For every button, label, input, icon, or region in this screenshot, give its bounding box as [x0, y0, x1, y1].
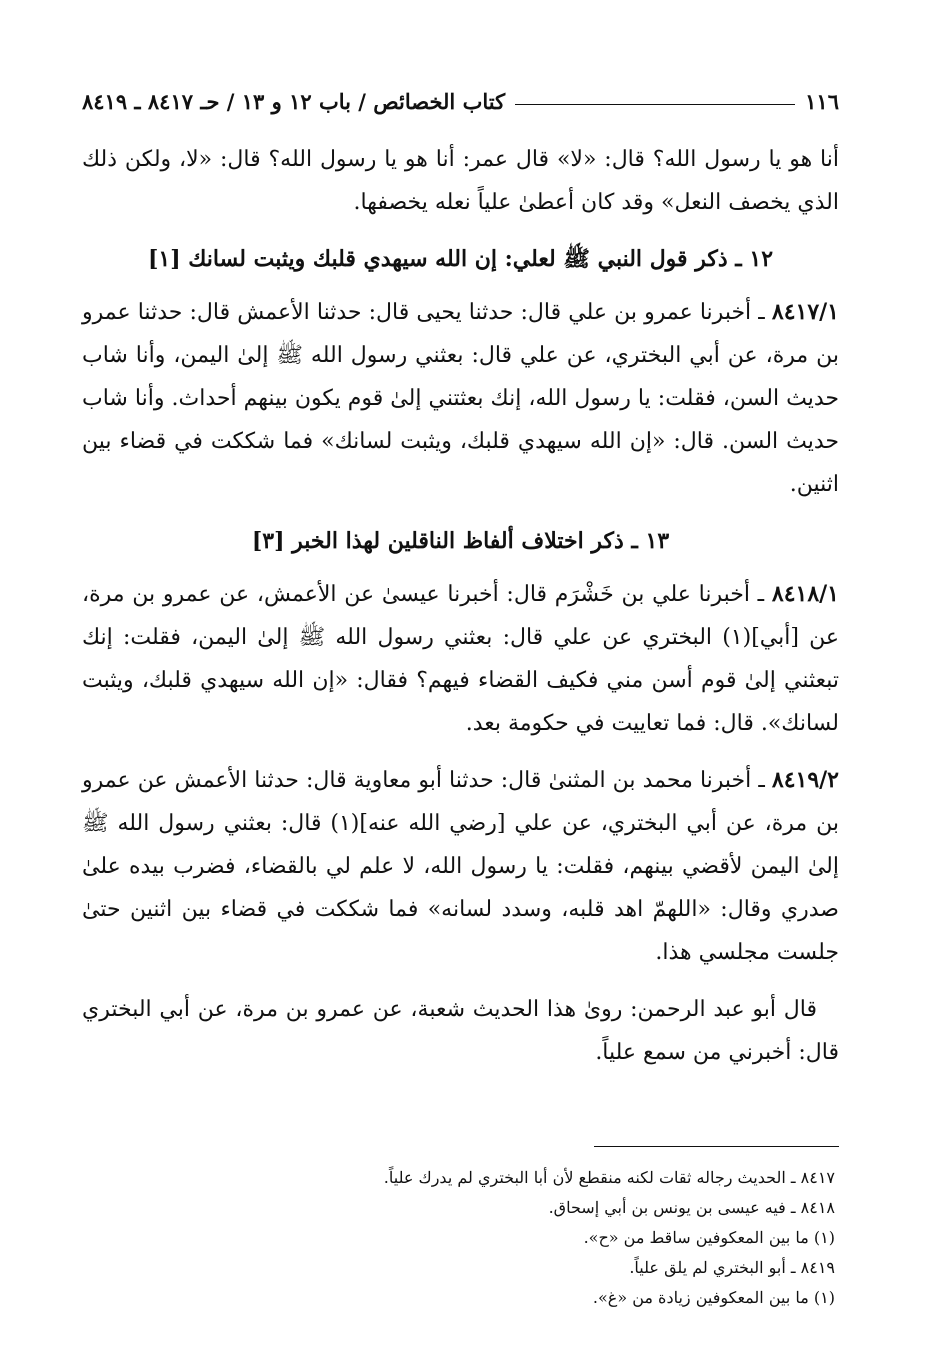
footnote: ٨٤١٩ ـ أبو البختري لم يلق علياً.	[629, 1258, 835, 1277]
hadith-number: ٨٤١٨/١	[771, 581, 839, 607]
footnote: (١) ما بين المعكوفين زيادة من «غ».	[592, 1288, 835, 1307]
closing-remark: قال أبو عبد الرحمن: روىٰ هذا الحديث شعبة، عن عمرو بن مرة، عن أبي البختري قال: أخبرني من سمع علياً.	[82, 997, 839, 1065]
section-heading-13: ١٣ ـ ذكر اختلاف ألفاظ الناقلين لهذا الخبر [٣]	[251, 528, 670, 554]
running-header	[82, 80, 839, 114]
footnote: ٨٤١٧ ـ الحديث رجاله ثقات لكنه منقطع لأن أبا البختري لم يدرك علياً.	[383, 1168, 835, 1187]
hadith-text: ـ أخبرنا عمرو بن علي قال: حدثنا يحيى قال: حدثنا الأعمش قال: حدثنا عمرو بن مرة، عن أبي البختري، عن علي قال: بعثني رسول الله ﷺ إلىٰ اليمن، وأنا شاب حديث السن، فقلت: يا رسول الله، إنك بعثتني إلىٰ قوم يكون بينهم أحداث. وأنا شاب حديث السن. قال: «إن الله سيهدي قلبك، ويثبت لسانك» فما شككت في قضاء بين اثنين.	[82, 300, 839, 497]
hadith-number: ٨٤١٧/١	[771, 299, 839, 325]
hadith-8419	[82, 759, 839, 974]
section-heading-12: ١٢ ـ ذكر قول النبي ﷺ لعلي: إن الله سيهدي قلبك ويثبت لسانك [١]	[147, 246, 774, 272]
hadith-text: ـ أخبرنا علي بن خَشْرَم قال: أخبرنا عيسىٰ عن الأعمش، عن عمرو بن مرة، عن [أبي](١) البختري عن علي قال: بعثني رسول الله ﷺ إلىٰ اليمن، فقلت: إنك تبعثني إلىٰ قوم أسن مني فكيف القضاء فيهم؟ فقال: «إن الله سيهدي قلبك، ويثبت لسانك». قال: فما تعاييت في حكومة بعد.	[82, 582, 839, 736]
footnotes	[82, 1163, 835, 1313]
footnote: (١) ما بين المعكوفين ساقط من «ح».	[583, 1228, 835, 1247]
hadith-8417	[82, 291, 839, 506]
header-rule	[515, 104, 795, 105]
page-number: ١١٦	[805, 89, 839, 114]
hadith-text: ـ أخبرنا محمد بن المثنىٰ قال: حدثنا أبو معاوية قال: حدثنا الأعمش عن عمرو بن مرة، عن أبي البختري، عن علي [رضي الله عنه](١) قال: بعثني رسول الله ﷺ إلىٰ اليمن لأقضي بينهم، فقلت: يا رسول الله، لا علم لي بالقضاء، فضرب بيده علىٰ صدري وقال: «اللهمّ اهد قلبه، وسدد لسانه» فما شككت في قضاء بين اثنين حتىٰ جلست مجلسي هذا.	[82, 768, 839, 965]
hadith-number: ٨٤١٩/٢	[771, 767, 839, 793]
footnote-separator	[594, 1146, 839, 1147]
main-text	[82, 138, 839, 1074]
header-title: كتاب الخصائص / باب ١٢ و ١٣ / حـ ٨٤١٧ ـ ٨٤١٩	[82, 89, 506, 114]
paragraph-continuation: أنا هو يا رسول الله؟ قال: «لا» قال عمر: أنا هو يا رسول الله؟ قال: «لا، ولكن ذلك الذي يخصف النعل» وقد كان أعطىٰ علياً نعله يخصفها.	[82, 147, 839, 215]
hadith-8418	[82, 573, 839, 745]
footnote: ٨٤١٨ ـ فيه عيسى بن يونس بن أبي إسحاق.	[548, 1198, 835, 1217]
